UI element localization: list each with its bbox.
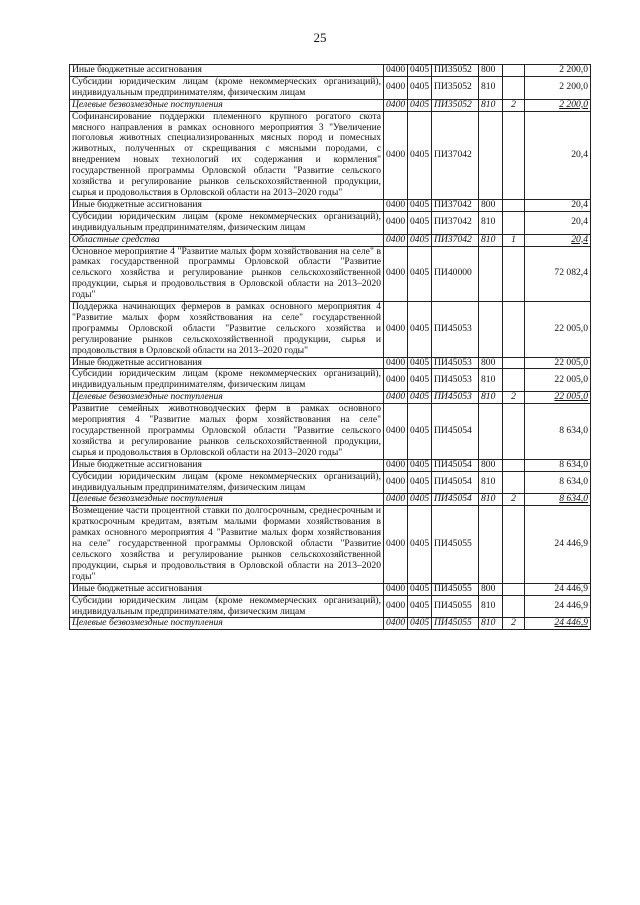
funding-source-code <box>503 199 525 211</box>
subsection-code: 0405 <box>408 471 432 494</box>
expense-type-code: 810 <box>479 211 503 234</box>
section-code: 0400 <box>384 369 408 392</box>
expense-type-code: 810 <box>479 471 503 494</box>
row-description: Поддержка начинающих фермеров в рамках основного мероприятия 4 "Развитие малых форм хозяйствования на селе" государственной программы Орловской области "Развитие сельского хозяйства и регулирование рынков сельскохозяйственной продукции, сырья и продовольствия в Орловской области на 2013–2020 годы" <box>70 302 384 358</box>
funding-source-code <box>503 357 525 369</box>
row-description: Субсидии юридическим лицам (кроме некоммерческих организаций), индивидуальным предпринимателям, физическим лицам <box>70 595 384 618</box>
expense-type-code: 810 <box>479 234 503 246</box>
subsection-code: 0405 <box>408 392 432 404</box>
row-description: Целевые безвозмездные поступления <box>70 99 384 111</box>
section-code: 0400 <box>384 234 408 246</box>
section-code: 0400 <box>384 76 408 99</box>
row-description: Областные средства <box>70 234 384 246</box>
expense-type-code: 810 <box>479 392 503 404</box>
table-row <box>70 471 591 494</box>
section-code: 0400 <box>384 618 408 630</box>
table-row <box>70 65 591 77</box>
section-code: 0400 <box>384 595 408 618</box>
funding-source-code <box>503 76 525 99</box>
subsection-code: 0405 <box>408 199 432 211</box>
section-code: 0400 <box>384 99 408 111</box>
target-article-code: ПИ35052 <box>432 99 479 111</box>
table-row <box>70 369 591 392</box>
expense-type-code <box>479 506 503 583</box>
section-code: 0400 <box>384 494 408 506</box>
expense-type-code: 800 <box>479 357 503 369</box>
row-description: Иные бюджетные ассигнования <box>70 583 384 595</box>
section-code: 0400 <box>384 111 408 199</box>
table-row <box>70 595 591 618</box>
expense-type-code <box>479 404 503 460</box>
subsection-code: 0405 <box>408 99 432 111</box>
subsection-code: 0405 <box>408 302 432 358</box>
row-description: Целевые безвозмездные поступления <box>70 392 384 404</box>
funding-source-code <box>503 211 525 234</box>
row-description: Иные бюджетные ассигнования <box>70 459 384 471</box>
target-article-code: ПИ35052 <box>432 65 479 77</box>
table-row <box>70 357 591 369</box>
amount-value: 22 005,0 <box>525 369 591 392</box>
section-code: 0400 <box>384 302 408 358</box>
expense-type-code: 810 <box>479 76 503 99</box>
subsection-code: 0405 <box>408 494 432 506</box>
subsection-code: 0405 <box>408 369 432 392</box>
expense-type-code <box>479 302 503 358</box>
section-code: 0400 <box>384 459 408 471</box>
expense-type-code <box>479 246 503 302</box>
table-row <box>70 404 591 460</box>
target-article-code: ПИ45053 <box>432 302 479 358</box>
table-row <box>70 199 591 211</box>
table-body <box>70 65 591 630</box>
funding-source-code <box>503 302 525 358</box>
expense-type-code: 810 <box>479 494 503 506</box>
amount-value: 72 082,4 <box>525 246 591 302</box>
amount-value: 22 005,0 <box>525 302 591 358</box>
expense-type-code: 800 <box>479 583 503 595</box>
table-row <box>70 494 591 506</box>
funding-source-code <box>503 471 525 494</box>
expense-type-code <box>479 111 503 199</box>
section-code: 0400 <box>384 404 408 460</box>
expense-type-code: 810 <box>479 369 503 392</box>
section-code: 0400 <box>384 506 408 583</box>
table-row <box>70 392 591 404</box>
row-description: Иные бюджетные ассигнования <box>70 357 384 369</box>
subsection-code: 0405 <box>408 234 432 246</box>
target-article-code: ПИ37042 <box>432 211 479 234</box>
target-article-code: ПИ45055 <box>432 595 479 618</box>
section-code: 0400 <box>384 199 408 211</box>
amount-value: 2 200,0 <box>525 99 591 111</box>
section-code: 0400 <box>384 471 408 494</box>
table-row <box>70 618 591 630</box>
table-row <box>70 211 591 234</box>
funding-source-code: 2 <box>503 99 525 111</box>
subsection-code: 0405 <box>408 65 432 77</box>
amount-value: 8 634,0 <box>525 459 591 471</box>
target-article-code: ПИ45054 <box>432 471 479 494</box>
table-row <box>70 583 591 595</box>
funding-source-code: 1 <box>503 234 525 246</box>
section-code: 0400 <box>384 392 408 404</box>
subsection-code: 0405 <box>408 246 432 302</box>
row-description: Целевые безвозмездные поступления <box>70 494 384 506</box>
subsection-code: 0405 <box>408 459 432 471</box>
subsection-code: 0405 <box>408 111 432 199</box>
target-article-code: ПИ37042 <box>432 199 479 211</box>
subsection-code: 0405 <box>408 583 432 595</box>
expense-type-code: 810 <box>479 99 503 111</box>
target-article-code: ПИ37042 <box>432 111 479 199</box>
row-description: Развитие семейных животноводческих ферм в рамках основного мероприятия 4 "Развитие малых форм хозяйствования на селе" государственной программы Орловской области "Развитие сельского хозяйства и регулирование рынков сельскохозяйственной продукции, сырья и продовольствия в Орловской области на 2013–2020 годы" <box>70 404 384 460</box>
target-article-code: ПИ45054 <box>432 494 479 506</box>
expense-type-code: 800 <box>479 199 503 211</box>
table-row <box>70 99 591 111</box>
funding-source-code <box>503 111 525 199</box>
row-description: Целевые безвозмездные поступления <box>70 618 384 630</box>
expense-type-code: 810 <box>479 595 503 618</box>
section-code: 0400 <box>384 583 408 595</box>
row-description: Софинансирование поддержки племенного крупного рогатого скота мясного направления в рамках основного мероприятия 3 "Увеличение поголовья животных специализированных мясных пород и помесных животных, полученных от скрещивания с мясными породами, с внедрением новых технологий их содержания и кормления" государственной программы Орловской области "Развитие сельского хозяйства и регулирование рынков сельскохозяйственной продукции, сырья и продовольствия в Орловской области на 2013–2020 годы" <box>70 111 384 199</box>
page-number: 25 <box>313 30 327 45</box>
row-description: Иные бюджетные ассигнования <box>70 199 384 211</box>
funding-source-code <box>503 459 525 471</box>
subsection-code: 0405 <box>408 211 432 234</box>
subsection-code: 0405 <box>408 76 432 99</box>
subsection-code: 0405 <box>408 506 432 583</box>
section-code: 0400 <box>384 211 408 234</box>
section-code: 0400 <box>384 65 408 77</box>
target-article-code: ПИ35052 <box>432 76 479 99</box>
section-code: 0400 <box>384 246 408 302</box>
amount-value: 8 634,0 <box>525 404 591 460</box>
amount-value: 20,4 <box>525 111 591 199</box>
amount-value: 20,4 <box>525 211 591 234</box>
funding-source-code <box>503 246 525 302</box>
funding-source-code: 2 <box>503 494 525 506</box>
amount-value: 24 446,9 <box>525 583 591 595</box>
table-row <box>70 76 591 99</box>
table-row <box>70 506 591 583</box>
funding-source-code <box>503 369 525 392</box>
table-row <box>70 459 591 471</box>
amount-value: 20,4 <box>525 199 591 211</box>
row-description: Субсидии юридическим лицам (кроме некоммерческих организаций), индивидуальным предпринимателям, физическим лицам <box>70 471 384 494</box>
target-article-code: ПИ45053 <box>432 392 479 404</box>
funding-source-code <box>503 583 525 595</box>
amount-value: 8 634,0 <box>525 494 591 506</box>
amount-value: 24 446,9 <box>525 595 591 618</box>
amount-value: 22 005,0 <box>525 357 591 369</box>
amount-value: 24 446,9 <box>525 506 591 583</box>
target-article-code: ПИ45054 <box>432 404 479 460</box>
target-article-code: ПИ40000 <box>432 246 479 302</box>
funding-source-code <box>503 506 525 583</box>
target-article-code: ПИ45054 <box>432 459 479 471</box>
funding-source-code <box>503 404 525 460</box>
subsection-code: 0405 <box>408 404 432 460</box>
expense-type-code: 800 <box>479 65 503 77</box>
row-description: Субсидии юридическим лицам (кроме некоммерческих организаций), индивидуальным предпринимателям, физическим лицам <box>70 76 384 99</box>
table-row <box>70 111 591 199</box>
table-row <box>70 246 591 302</box>
table-row <box>70 302 591 358</box>
subsection-code: 0405 <box>408 618 432 630</box>
target-article-code: ПИ45055 <box>432 506 479 583</box>
section-code: 0400 <box>384 357 408 369</box>
expense-type-code: 810 <box>479 618 503 630</box>
funding-source-code: 2 <box>503 618 525 630</box>
table-row <box>70 234 591 246</box>
row-description: Возмещение части процентной ставки по долгосрочным, среднесрочным и краткосрочным кредитам, взятым малыми формами хозяйствования в рамках основного мероприятия 4 "Развитие малых форм хозяйствования на селе" государственной программы Орловской области "Развитие сельского хозяйства и регулирование рынков сельскохозяйственной продукции, сырья и продовольствия в Орловской области на 2013–2020 годы" <box>70 506 384 583</box>
target-article-code: ПИ45053 <box>432 369 479 392</box>
funding-source-code: 2 <box>503 392 525 404</box>
subsection-code: 0405 <box>408 595 432 618</box>
amount-value: 20,4 <box>525 234 591 246</box>
amount-value: 8 634,0 <box>525 471 591 494</box>
funding-source-code <box>503 595 525 618</box>
row-description: Субсидии юридическим лицам (кроме некоммерческих организаций), индивидуальным предпринимателям, физическим лицам <box>70 369 384 392</box>
target-article-code: ПИ45055 <box>432 618 479 630</box>
amount-value: 24 446,9 <box>525 618 591 630</box>
target-article-code: ПИ45053 <box>432 357 479 369</box>
row-description: Иные бюджетные ассигнования <box>70 65 384 77</box>
funding-source-code <box>503 65 525 77</box>
expense-type-code: 800 <box>479 459 503 471</box>
target-article-code: ПИ45055 <box>432 583 479 595</box>
amount-value: 22 005,0 <box>525 392 591 404</box>
budget-table <box>69 64 591 630</box>
amount-value: 2 200,0 <box>525 76 591 99</box>
target-article-code: ПИ37042 <box>432 234 479 246</box>
row-description: Основное мероприятие 4 "Развитие малых форм хозяйствования на селе" в рамках государственной программы Орловской области "Развитие сельского хозяйства и регулирование рынков сельскохозяйственной продукции, сырья и продовольствия в Орловской области на 2013–2020 годы" <box>70 246 384 302</box>
amount-value: 2 200,0 <box>525 65 591 77</box>
subsection-code: 0405 <box>408 357 432 369</box>
row-description: Субсидии юридическим лицам (кроме некоммерческих организаций), индивидуальным предпринимателям, физическим лицам <box>70 211 384 234</box>
